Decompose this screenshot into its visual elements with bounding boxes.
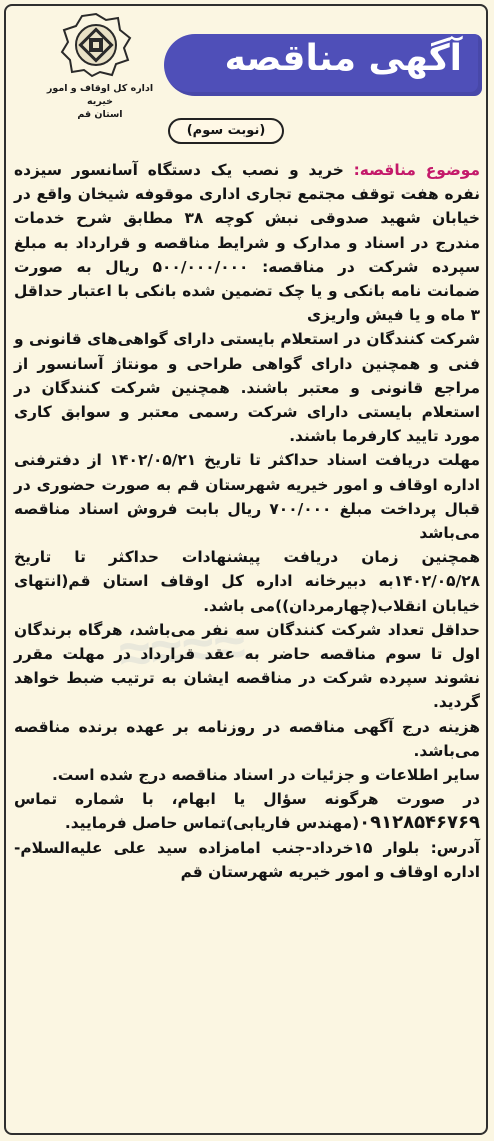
address-paragraph <box>14 836 480 884</box>
documents-deadline-paragraph: مهلت دریافت اسناد حداکثر تا تاریخ ۱۴۰۲/۰۵/۲۱ از دفترفنی اداره اوقاف و امور خیریه شهرستان قم به صورت حضوری در قبال پرداخت مبلغ ۷۰۰/۰۰۰ ریال بابت فروش اسناد مناقصه می‌باشد <box>14 451 481 543</box>
round-badge: (نوبت سوم) <box>168 118 284 144</box>
notice-body <box>14 158 480 884</box>
contact-phone: ۰۹۱۲۸۵۴۶۷۶۹ <box>359 812 480 834</box>
awqaf-emblem-icon <box>58 12 134 78</box>
notice-header <box>12 10 482 120</box>
address-label: آدرس: <box>430 838 480 857</box>
requirements-paragraph: شرکت کنندگان در استعلام بایستی دارای گواهی‌های قانونی و فنی و همچنین دارای گواهی طراحی و مونتاژ آسانسور از مراجع قانونی و معتبر باشند. همچنین شرکت کنندگان در استعلام بایستی دارای شرکت رسمی معتبر و سوابق کاری مورد تایید کارفرما باشند. <box>14 330 480 446</box>
subject-text: خرید و نصب یک دستگاه آسانسور سیزده نفره هفت توقف مجتمع تجاری اداری موقوفه شیخان واقع در خیابان شهید صدوقی نبش کوچه ۳۸ مطابق شرح خدمات مندرج در اسناد و مدارک و شرایط مناقصه و قرارداد به مبلغ سپرده شرکت در مناقصه: ۵۰۰/۰۰۰/۰۰۰ ریال به صورت ضمانت نامه بانکی و یا چک تضمین شده بانکی با اعتبار حداقل ۳ ماه و یا فیش واریزی <box>14 161 480 325</box>
org-name-line2: استان قم <box>77 109 123 120</box>
org-name-line1: اداره کل اوقاف و امور خیریه <box>46 83 154 107</box>
contact-paragraph <box>14 787 480 835</box>
title-banner <box>164 34 482 96</box>
organization-logo <box>36 12 164 120</box>
proposals-deadline-paragraph: همچنین زمان دریافت پیشنهادات حداکثر تا تاریخ ۱۴۰۲/۰۵/۲۸به دبیرخانه اداره کل اوقاف استان قم(انتهای خیابان انقلاب(چهارمردان))می باشد. <box>14 548 480 615</box>
contact-text-a: در صورت هرگونه سؤال یا ابهام، با شماره تماس <box>14 790 480 809</box>
address-text: بلوار ۱۵خرداد-جنب امامزاده سید علی علیه‌السلام- اداره اوقاف و امور خیریه شهرستان قم <box>14 838 480 881</box>
more-info-paragraph: سایر اطلاعات و جزئیات در اسناد مناقصه درج شده است. <box>51 766 480 785</box>
participants-paragraph: حداقل تعداد شرکت کنندگان سه نفر می‌باشد، هرگاه برندگان اول تا سوم مناقصه حاضر به عقد قرارداد در مهلت مقرر نشوند سپرده شرکت در مناقصه ایشان به ترتیب ضبط خواهد گردید. <box>14 620 480 712</box>
subject-label: موضوع مناقصه: <box>353 161 480 179</box>
subject-paragraph <box>14 158 480 327</box>
ad-cost-paragraph: هزینه درج آگهی مناقصه در روزنامه بر عهده برنده مناقصه می‌باشد. <box>14 717 480 760</box>
notice-title: آگهی مناقصه <box>224 38 462 79</box>
contact-text-b: (مهندس فاریابی)تماس حاصل فرمایید. <box>64 814 360 833</box>
